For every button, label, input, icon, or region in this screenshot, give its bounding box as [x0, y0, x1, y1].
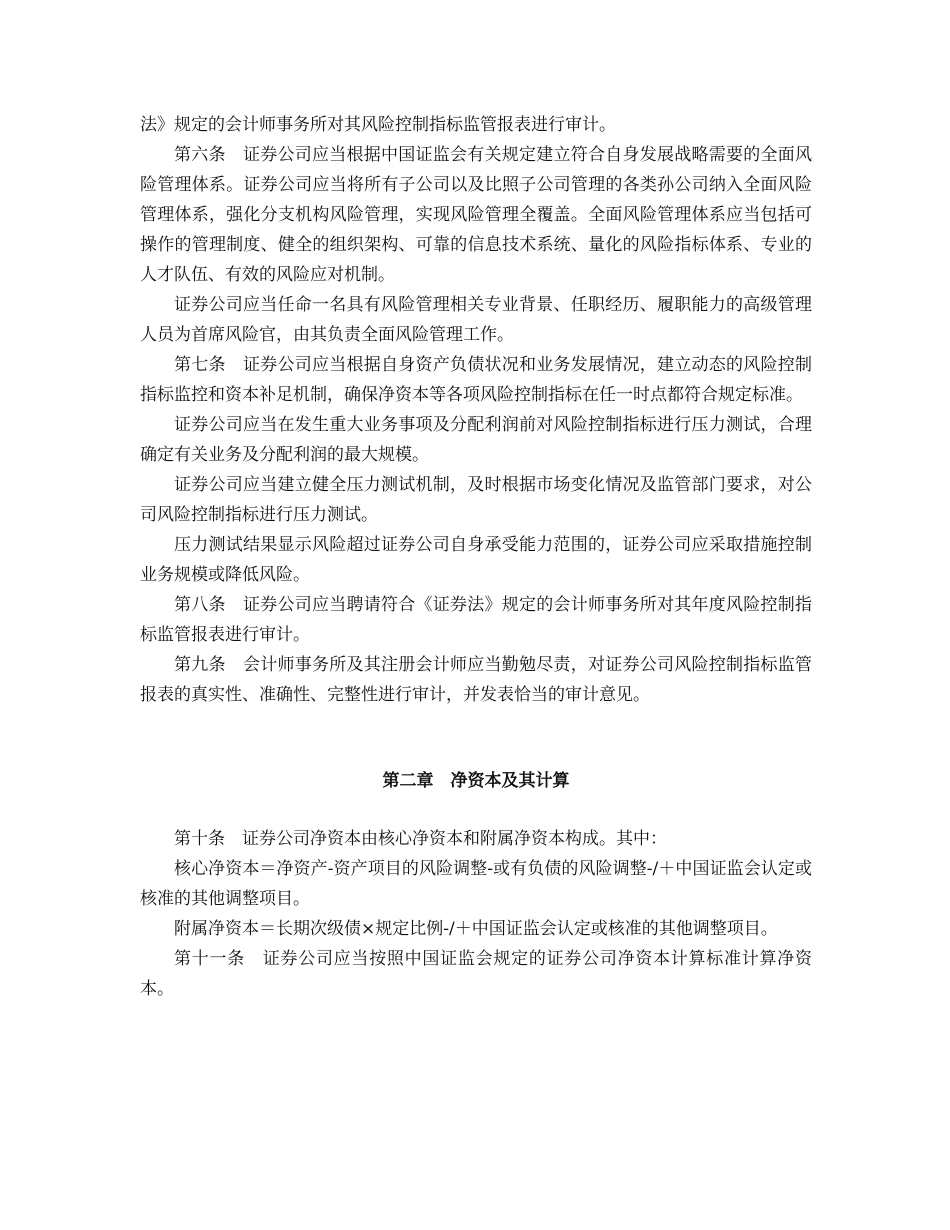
article-7-clause-4: 压力测试结果显示风险超过证券公司自身承受能力范围的，证券公司应采取措施控制业务规模或降低风险。	[140, 535, 812, 585]
article-11: 第十一条 证券公司应当按照中国证监会规定的证券公司净资本计算标准计算净资本。	[140, 949, 812, 999]
article-6-clause-2: 证券公司应当任命一名具有风险管理相关专业背景、任职经历、履职能力的高级管理人员为首席风险官，由其负责全面风险管理工作。	[140, 295, 812, 345]
chapter-title: 第二章 净资本及其计算	[382, 771, 570, 791]
article-8: 第八条 证券公司应当聘请符合《证券法》规定的会计师事务所对其年度风险控制指标监管报表进行审计。	[140, 595, 812, 645]
article-10: 第十条 证券公司净资本由核心净资本和附属净资本构成。其中：	[174, 829, 667, 849]
section-spacer	[140, 796, 812, 824]
paragraph-continuation: 法》规定的会计师事务所对其风险控制指标监管报表进行审计。	[140, 115, 616, 135]
article-7-clause-2: 证券公司应当在发生重大业务事项及分配利润前对风险控制指标进行压力测试，合理确定有关业务及分配利润的最大规模。	[140, 415, 812, 465]
article-9: 第九条 会计师事务所及其注册会计师应当勤勉尽责，对证券公司风险控制指标监管报表的真实性、准确性、完整性进行审计，并发表恰当的审计意见。	[140, 655, 812, 705]
subsidiary-net-capital-formula: 附属净资本＝长期次级债×规定比例-/＋中国证监会认定或核准的其他调整项目。	[174, 919, 778, 939]
article-7-clause-3: 证券公司应当建立健全压力测试机制，及时根据市场变化情况及监管部门要求，对公司风险控制指标进行压力测试。	[140, 475, 812, 525]
section-spacer	[140, 710, 812, 766]
article-7: 第七条 证券公司应当根据自身资产负债状况和业务发展情况，建立动态的风险控制指标监控和资本补足机制，确保净资本等各项风险控制指标在任一时点都符合规定标准。	[140, 355, 812, 405]
document-page	[140, 110, 812, 1004]
article-6: 第六条 证券公司应当根据中国证监会有关规定建立符合自身发展战略需要的全面风险管理体系。证券公司应当将所有子公司以及比照子公司管理的各类孙公司纳入全面风险管理体系，强化分支机构风险管理，实现风险管理全覆盖。全面风险管理体系应当包括可操作的管理制度、健全的组织架构、可靠的信息技术系统、量化的风险指标体系、专业的人才队伍、有效的风险应对机制。	[140, 145, 812, 285]
core-net-capital-formula: 核心净资本＝净资产-资产项目的风险调整-或有负债的风险调整-/＋中国证监会认定或核准的其他调整项目。	[140, 859, 812, 909]
